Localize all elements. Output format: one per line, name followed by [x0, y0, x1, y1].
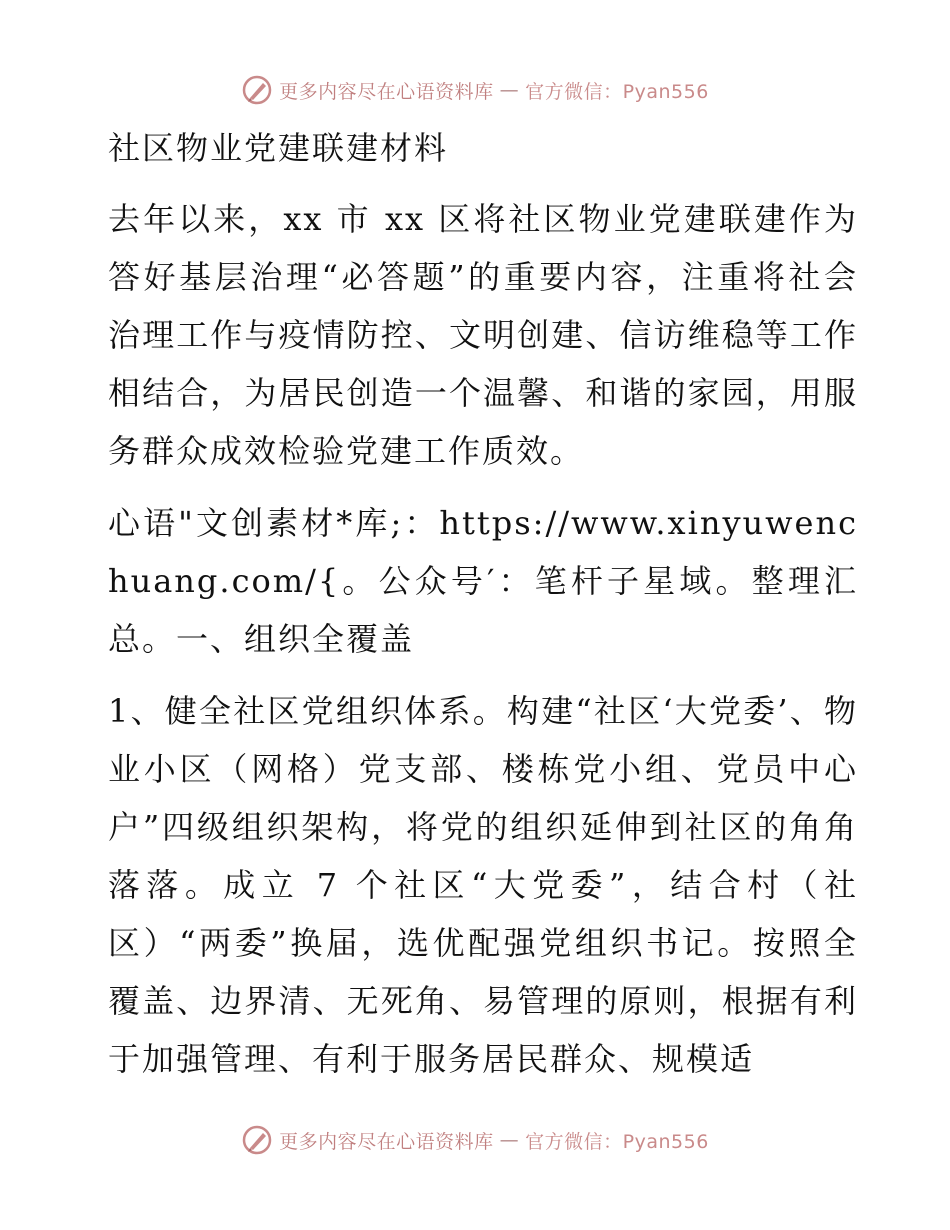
- banner-content: [241, 74, 709, 106]
- banner-wechat-id-footer: 官方微信：Pyan556: [525, 1130, 709, 1153]
- quill-pen-logo-icon: [241, 1124, 273, 1156]
- paragraph-intro: 去年以来，xx 市 xx 区将社区物业党建联建作为答好基层治理“必答题”的重要内容，注重将社会治理工作与疫情防控、文明创建、信访维稳等工作相结合，为居民创造一个温馨、和谐的家园，用服务群众成效检验党建工作质效。: [108, 200, 858, 470]
- banner-content-footer: [241, 1124, 709, 1156]
- paragraph-section-1: 1、健全社区党组织体系。构建“社区‘大党委’、物业小区（网格）党支部、楼栋党小组、党员中心户”四级组织架构，将党的组织延伸到社区的角角落落。成立 7 个社区“大党委”，结合村（社区）“两委”换届，选优配强党组织书记。按照全覆盖、边界清、无死角、易管理的原则，根据有利于加强管理、有利于服务居民群众、规模适: [108, 692, 858, 1078]
- paragraph-source-note: 心语"文创素材*库;：https://www.xinyuwenchuang.com/{。公众号′：笔杆子星域。整理汇总。一、组织全覆盖: [108, 504, 858, 658]
- header-banner: [0, 70, 950, 110]
- banner-separator-footer: —: [499, 1129, 520, 1151]
- banner-title-footer: 更多内容尽在心语资料库: [279, 1130, 494, 1153]
- banner-wechat-id: 官方微信：Pyan556: [525, 80, 709, 103]
- quill-pen-logo-icon: [241, 74, 273, 106]
- banner-title: 更多内容尽在心语资料库: [279, 80, 494, 103]
- document-body: [98, 122, 858, 1088]
- footer-banner: [0, 1120, 950, 1160]
- banner-separator: —: [499, 79, 520, 101]
- document-title: 社区物业党建联建材料: [108, 129, 449, 167]
